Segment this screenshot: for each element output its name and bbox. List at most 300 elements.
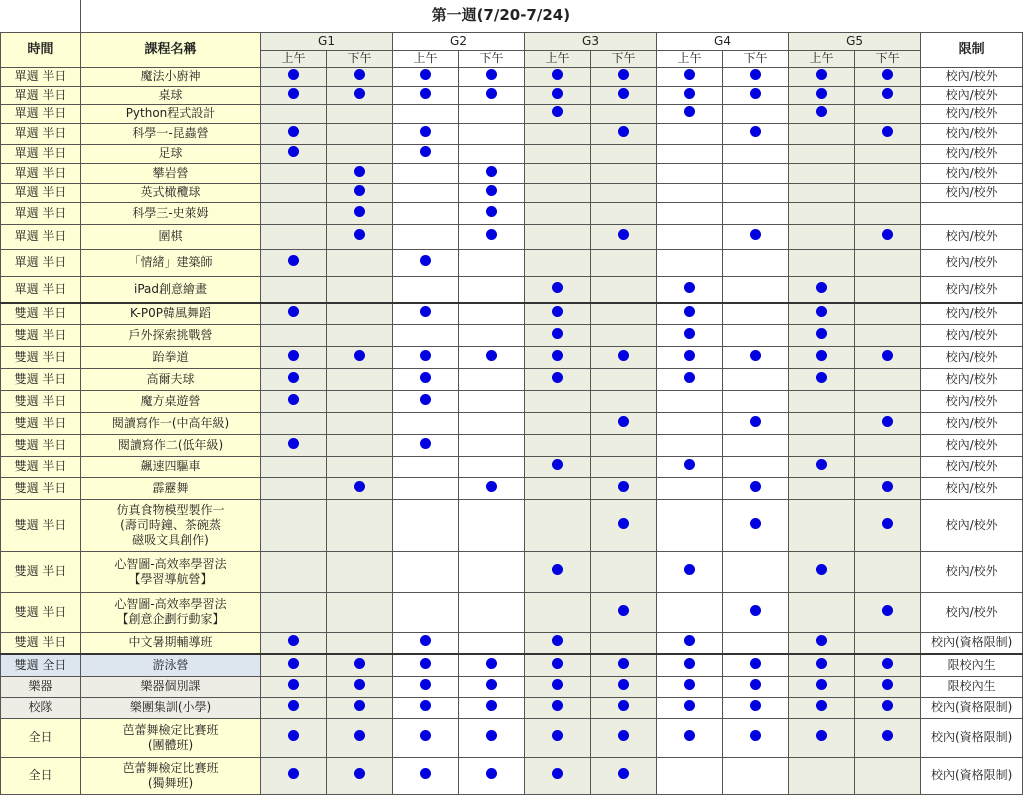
slot-cell [327, 276, 393, 303]
slot-cell [261, 718, 327, 757]
slot-cell [393, 499, 459, 551]
slot-cell [393, 249, 459, 276]
available-dot-icon [882, 730, 893, 741]
slot-cell [855, 86, 921, 104]
slot-cell [855, 144, 921, 163]
course-name-cell [81, 303, 261, 324]
slot-cell [327, 324, 393, 346]
time-cell: 校隊 [1, 697, 81, 718]
slot-cell [393, 144, 459, 163]
time-cell: 雙週 半日 [1, 434, 81, 456]
slot-cell [723, 676, 789, 697]
slot-cell [591, 390, 657, 412]
pm-header: 下午 [459, 50, 525, 67]
course-name-line: 魔方桌遊營 [140, 393, 201, 408]
limit-cell: 校內/校外 [921, 551, 1023, 592]
slot-cell [327, 456, 393, 477]
course-name-line: 閱讀寫作二(低年級) [117, 437, 224, 452]
slot-cell [393, 303, 459, 324]
slot-cell [657, 324, 723, 346]
course-name-cell [81, 183, 261, 202]
slot-cell [789, 592, 855, 632]
grade-header-g4: G4 [657, 32, 789, 50]
available-dot-icon [684, 679, 695, 690]
slot-cell [789, 249, 855, 276]
available-dot-icon [486, 481, 497, 492]
slot-cell [525, 390, 591, 412]
slot-cell [261, 390, 327, 412]
slot-cell [657, 249, 723, 276]
slot-cell [591, 183, 657, 202]
time-cell: 單週 半日 [1, 104, 81, 123]
slot-cell [789, 368, 855, 390]
slot-cell [789, 456, 855, 477]
slot-cell [393, 434, 459, 456]
available-dot-icon [420, 88, 431, 99]
available-dot-icon [816, 106, 827, 117]
slot-cell [723, 104, 789, 123]
slot-cell [261, 551, 327, 592]
slot-cell [657, 592, 723, 632]
available-dot-icon [684, 306, 695, 317]
slot-cell [657, 104, 723, 123]
available-dot-icon [420, 635, 431, 646]
slot-cell [789, 324, 855, 346]
slot-cell [459, 592, 525, 632]
table-row [1, 324, 1023, 346]
limit-cell: 校內(資格限制) [921, 718, 1023, 757]
slot-cell [459, 757, 525, 794]
slot-cell [459, 123, 525, 144]
slot-cell [459, 183, 525, 202]
available-dot-icon [816, 658, 827, 669]
am-header: 上午 [261, 50, 327, 67]
slot-cell [327, 368, 393, 390]
slot-cell [789, 697, 855, 718]
slot-cell [393, 456, 459, 477]
slot-cell [393, 104, 459, 123]
slot-cell [591, 86, 657, 104]
slot-cell [393, 654, 459, 676]
available-dot-icon [816, 88, 827, 99]
available-dot-icon [618, 768, 629, 779]
table-row [1, 499, 1023, 551]
available-dot-icon [288, 255, 299, 266]
slot-cell [261, 434, 327, 456]
slot-cell [723, 757, 789, 794]
slot-cell [393, 67, 459, 86]
table-row [1, 123, 1023, 144]
slot-cell [657, 434, 723, 456]
slot-cell [855, 303, 921, 324]
course-name-cell [81, 104, 261, 123]
limit-cell: 校內/校外 [921, 249, 1023, 276]
slot-cell [789, 144, 855, 163]
course-name-cell [81, 368, 261, 390]
slot-cell [525, 346, 591, 368]
slot-cell [459, 697, 525, 718]
limit-cell: 校內/校外 [921, 67, 1023, 86]
slot-cell [525, 412, 591, 434]
available-dot-icon [552, 768, 563, 779]
available-dot-icon [288, 635, 299, 646]
slot-cell [591, 477, 657, 499]
slot-cell [657, 697, 723, 718]
slot-cell [525, 324, 591, 346]
available-dot-icon [618, 126, 629, 137]
slot-cell [327, 390, 393, 412]
slot-cell [327, 676, 393, 697]
slot-cell [261, 163, 327, 183]
slot-cell [789, 477, 855, 499]
available-dot-icon [816, 350, 827, 361]
slot-cell [525, 499, 591, 551]
time-cell: 單週 半日 [1, 86, 81, 104]
slot-cell [459, 276, 525, 303]
limit-cell: 校內(資格限制) [921, 757, 1023, 794]
slot-cell [459, 202, 525, 224]
course-name-cell [81, 324, 261, 346]
available-dot-icon [552, 459, 563, 470]
available-dot-icon [816, 69, 827, 80]
slot-cell [327, 183, 393, 202]
available-dot-icon [354, 481, 365, 492]
course-name-cell [81, 676, 261, 697]
slot-cell [591, 163, 657, 183]
slot-cell [591, 104, 657, 123]
available-dot-icon [420, 69, 431, 80]
available-dot-icon [618, 69, 629, 80]
limit-cell: 校內/校外 [921, 104, 1023, 123]
slot-cell [459, 67, 525, 86]
slot-cell [591, 592, 657, 632]
slot-cell [723, 202, 789, 224]
time-cell: 雙週 半日 [1, 324, 81, 346]
available-dot-icon [618, 518, 629, 529]
time-cell: 雙週 半日 [1, 499, 81, 551]
available-dot-icon [816, 372, 827, 383]
available-dot-icon [354, 679, 365, 690]
slot-cell [591, 123, 657, 144]
slot-cell [525, 456, 591, 477]
slot-cell [723, 346, 789, 368]
slot-cell [261, 104, 327, 123]
am-header: 上午 [657, 50, 723, 67]
available-dot-icon [750, 416, 761, 427]
slot-cell [261, 757, 327, 794]
course-name-line: 芭蕾舞檢定比賽班 [122, 722, 219, 737]
slot-cell [789, 224, 855, 249]
slot-cell [525, 697, 591, 718]
slot-cell [789, 276, 855, 303]
time-cell: 全日 [1, 757, 81, 794]
available-dot-icon [486, 206, 497, 217]
slot-cell [459, 456, 525, 477]
available-dot-icon [486, 658, 497, 669]
slot-cell [525, 224, 591, 249]
available-dot-icon [354, 350, 365, 361]
slot-cell [459, 718, 525, 757]
table-row [1, 757, 1023, 794]
course-name-cell [81, 86, 261, 104]
course-name-line: (團體班) [147, 737, 194, 752]
time-cell: 單週 半日 [1, 202, 81, 224]
slot-cell [789, 757, 855, 794]
slot-cell [327, 104, 393, 123]
course-name-cell [81, 224, 261, 249]
course-name-line: 【學習導航營】 [128, 571, 213, 586]
available-dot-icon [750, 481, 761, 492]
available-dot-icon [750, 658, 761, 669]
available-dot-icon [882, 350, 893, 361]
slot-cell [657, 551, 723, 592]
time-cell: 雙週 半日 [1, 551, 81, 592]
slot-cell [261, 368, 327, 390]
available-dot-icon [882, 658, 893, 669]
slot-cell [393, 632, 459, 654]
available-dot-icon [354, 88, 365, 99]
course-name-line: 足球 [158, 146, 183, 160]
slot-cell [591, 551, 657, 592]
limit-cell: 校內/校外 [921, 324, 1023, 346]
slot-cell [393, 551, 459, 592]
slot-cell [789, 104, 855, 123]
slot-cell [657, 390, 723, 412]
limit-cell: 校內/校外 [921, 434, 1023, 456]
course-name-line: 英式橄欖球 [140, 185, 201, 199]
available-dot-icon [552, 328, 563, 339]
available-dot-icon [420, 730, 431, 741]
slot-cell [591, 144, 657, 163]
slot-cell [723, 632, 789, 654]
am-header: 上午 [393, 50, 459, 67]
available-dot-icon [354, 229, 365, 240]
slot-cell [327, 757, 393, 794]
slot-cell [723, 67, 789, 86]
available-dot-icon [288, 372, 299, 383]
slot-cell [657, 368, 723, 390]
slot-cell [657, 224, 723, 249]
slot-cell [723, 434, 789, 456]
available-dot-icon [420, 394, 431, 405]
slot-cell [657, 632, 723, 654]
available-dot-icon [618, 658, 629, 669]
limit-cell: 限校內生 [921, 676, 1023, 697]
available-dot-icon [552, 282, 563, 293]
course-name-line: 樂團集訓(小學) [129, 700, 212, 714]
slot-cell [591, 434, 657, 456]
table-row [1, 224, 1023, 249]
slot-cell [723, 324, 789, 346]
time-cell: 雙週 半日 [1, 477, 81, 499]
limit-cell: 校內(資格限制) [921, 632, 1023, 654]
slot-cell [525, 183, 591, 202]
slot-cell [591, 346, 657, 368]
time-cell: 雙週 半日 [1, 368, 81, 390]
available-dot-icon [750, 69, 761, 80]
available-dot-icon [288, 658, 299, 669]
available-dot-icon [552, 700, 563, 711]
slot-cell [525, 276, 591, 303]
available-dot-icon [552, 350, 563, 361]
slot-cell [789, 676, 855, 697]
course-name-cell [81, 456, 261, 477]
available-dot-icon [882, 518, 893, 529]
slot-cell [591, 499, 657, 551]
table-row [1, 551, 1023, 592]
time-cell: 雙週 半日 [1, 632, 81, 654]
available-dot-icon [354, 185, 365, 196]
available-dot-icon [552, 69, 563, 80]
available-dot-icon [684, 328, 695, 339]
slot-cell [525, 67, 591, 86]
slot-cell [789, 86, 855, 104]
slot-cell [591, 303, 657, 324]
available-dot-icon [816, 679, 827, 690]
available-dot-icon [552, 88, 563, 99]
table-row [1, 456, 1023, 477]
available-dot-icon [684, 730, 695, 741]
slot-cell [525, 303, 591, 324]
table-row [1, 434, 1023, 456]
table-row [1, 632, 1023, 654]
slot-cell [723, 368, 789, 390]
slot-cell [591, 224, 657, 249]
available-dot-icon [882, 605, 893, 616]
slot-cell [393, 477, 459, 499]
available-dot-icon [552, 106, 563, 117]
slot-cell [855, 499, 921, 551]
slot-cell [591, 412, 657, 434]
slot-cell [327, 412, 393, 434]
week-title: 第一週(7/20-7/24) [81, 0, 921, 32]
time-cell: 單週 半日 [1, 163, 81, 183]
course-name-line: 仿真食物模型製作一 [116, 502, 225, 517]
slot-cell [591, 202, 657, 224]
table-row [1, 676, 1023, 697]
available-dot-icon [816, 635, 827, 646]
slot-cell [657, 144, 723, 163]
slot-cell [657, 86, 723, 104]
slot-cell [789, 632, 855, 654]
available-dot-icon [750, 350, 761, 361]
slot-cell [855, 249, 921, 276]
slot-cell [789, 434, 855, 456]
available-dot-icon [354, 206, 365, 217]
available-dot-icon [750, 679, 761, 690]
table-row [1, 346, 1023, 368]
available-dot-icon [684, 658, 695, 669]
slot-cell [789, 499, 855, 551]
slot-cell [591, 757, 657, 794]
available-dot-icon [354, 69, 365, 80]
slot-cell [525, 676, 591, 697]
course-name-line: 跆拳道 [152, 349, 189, 364]
slot-cell [525, 551, 591, 592]
table-row [1, 104, 1023, 123]
time-cell: 單週 半日 [1, 183, 81, 202]
slot-cell [327, 224, 393, 249]
slot-cell [393, 224, 459, 249]
slot-cell [261, 183, 327, 202]
available-dot-icon [684, 635, 695, 646]
slot-cell [459, 346, 525, 368]
time-cell: 單週 半日 [1, 144, 81, 163]
table-row [1, 303, 1023, 324]
limit-cell: 校內/校外 [921, 123, 1023, 144]
time-cell: 單週 半日 [1, 249, 81, 276]
limit-cell: 校內/校外 [921, 144, 1023, 163]
slot-cell [261, 456, 327, 477]
slot-cell [591, 368, 657, 390]
time-cell: 全日 [1, 718, 81, 757]
available-dot-icon [750, 88, 761, 99]
available-dot-icon [288, 768, 299, 779]
slot-cell [789, 67, 855, 86]
available-dot-icon [882, 679, 893, 690]
time-cell: 單週 半日 [1, 123, 81, 144]
slot-cell [327, 67, 393, 86]
slot-cell [723, 163, 789, 183]
course-name-line: 圍棋 [158, 229, 183, 243]
table-row [1, 276, 1023, 303]
slot-cell [393, 412, 459, 434]
slot-cell [855, 368, 921, 390]
course-name-line: 【創意企劃行動家】 [116, 612, 225, 626]
available-dot-icon [420, 350, 431, 361]
table-row [1, 412, 1023, 434]
course-name-cell [81, 477, 261, 499]
slot-cell [327, 632, 393, 654]
slot-cell [723, 551, 789, 592]
course-name-line: iPad創意繪畫 [133, 281, 207, 296]
table-row [1, 477, 1023, 499]
limit-cell: 校內/校外 [921, 303, 1023, 324]
available-dot-icon [288, 146, 299, 157]
available-dot-icon [288, 394, 299, 405]
course-name-line: 科學三-史萊姆 [132, 205, 209, 220]
course-name-line: 魔法小廚神 [140, 69, 201, 83]
available-dot-icon [816, 282, 827, 293]
available-dot-icon [486, 229, 497, 240]
table-row [1, 368, 1023, 390]
slot-cell [855, 67, 921, 86]
course-name-cell [81, 654, 261, 676]
slot-cell [789, 183, 855, 202]
course-name-line: 樂器個別課 [140, 679, 201, 693]
available-dot-icon [618, 416, 629, 427]
slot-cell [723, 276, 789, 303]
slot-cell [657, 477, 723, 499]
course-name-cell [81, 144, 261, 163]
slot-cell [393, 183, 459, 202]
available-dot-icon [552, 635, 563, 646]
slot-cell [327, 697, 393, 718]
table-row [1, 697, 1023, 718]
slot-cell [327, 499, 393, 551]
slot-cell [657, 499, 723, 551]
slot-cell [327, 718, 393, 757]
course-name-cell [81, 551, 261, 592]
time-cell: 雙週 半日 [1, 390, 81, 412]
slot-cell [789, 123, 855, 144]
course-name-line: K-P0P韓風舞蹈 [129, 306, 212, 321]
slot-cell [657, 412, 723, 434]
slot-cell [393, 390, 459, 412]
time-cell: 單週 半日 [1, 276, 81, 303]
time-cell: 單週 半日 [1, 224, 81, 249]
slot-cell [855, 104, 921, 123]
